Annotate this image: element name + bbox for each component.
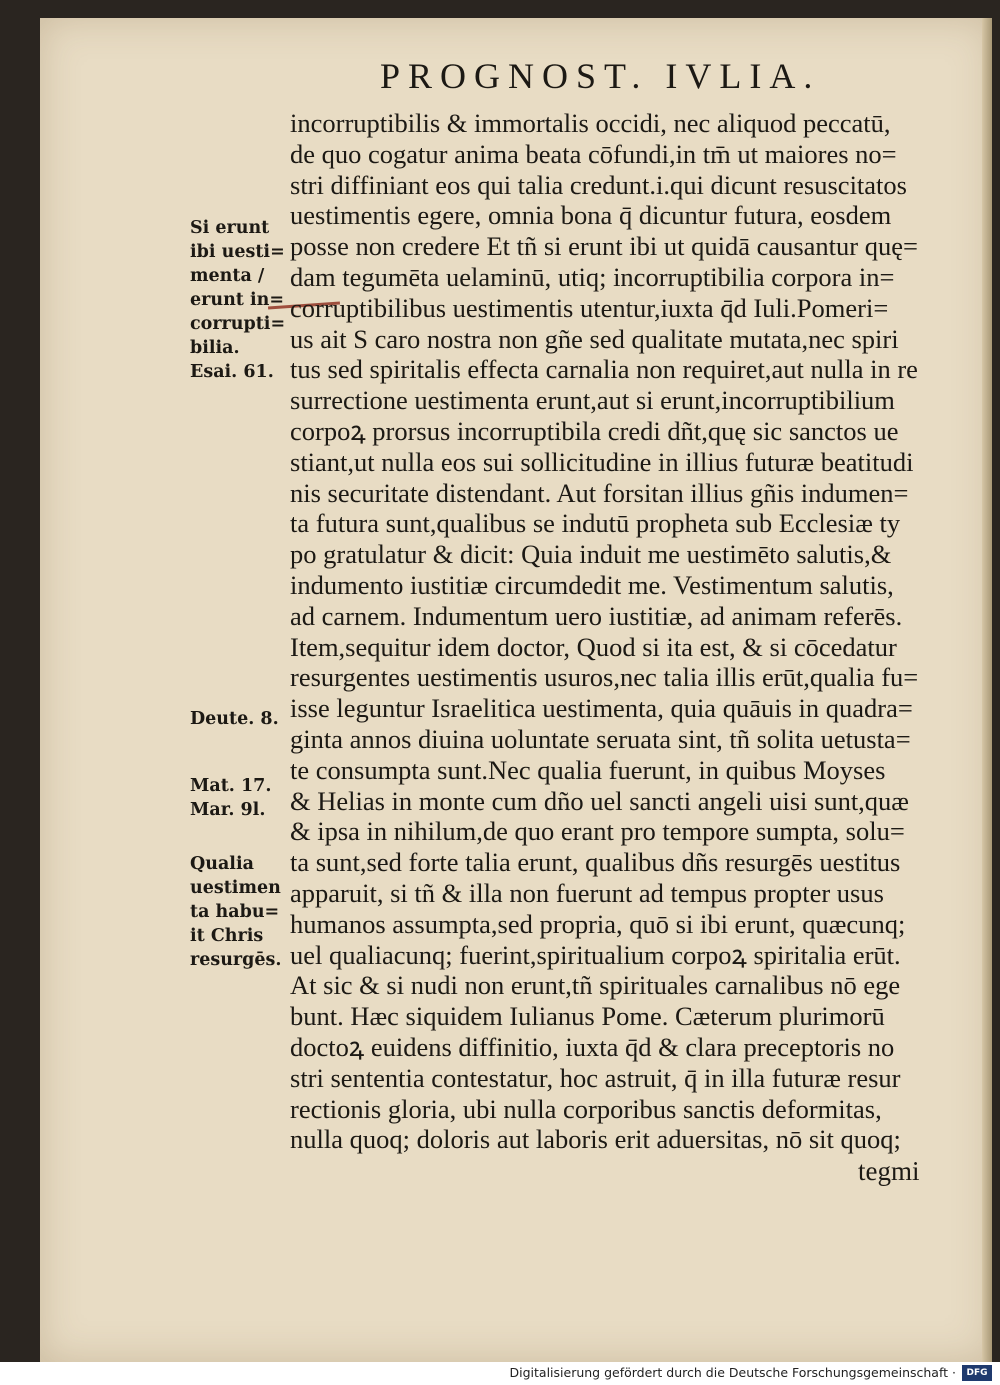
text-line: ta sunt,sed forte talia erunt, qualibus dñs resurgēs uestitus bbox=[290, 847, 901, 878]
text-line: posse non credere Et tñ si erunt ibi ut quidā causantur quę= bbox=[290, 231, 918, 262]
text-line: indumento iustitiæ circumdedit me. Vestimentum salutis, bbox=[290, 569, 894, 600]
text-line: de quo cogatur anima beata cōfundi,in tm̄ ut maiores no= bbox=[290, 138, 897, 169]
text-line: apparuit, si tñ & illa non fuerunt ad tempus propter usus bbox=[290, 877, 884, 908]
marginal-note-line: Qualia bbox=[190, 854, 254, 874]
catchword: tegmi bbox=[858, 1156, 920, 1186]
marginal-note-line: Si erunt bbox=[190, 218, 270, 238]
main-text-block bbox=[290, 108, 930, 1155]
text-line: & ipsa in nihilum,de quo erant pro tempore sumpta, solu= bbox=[290, 816, 905, 847]
text-line: te consumpta sunt.Nec qualia fuerunt, in quibus Moyses bbox=[290, 754, 886, 785]
marginal-note-line: erunt in= bbox=[190, 290, 285, 310]
text-line: dam tegumēta uelaminū, utiq; incorruptibilia corpora in= bbox=[290, 261, 895, 292]
text-line: & Helias in monte cum dño uel sancti angeli uisi sunt,quæ bbox=[290, 785, 909, 816]
marginal-note bbox=[190, 852, 281, 972]
marginal-note-line: resurgēs. bbox=[190, 950, 282, 970]
marginal-note bbox=[190, 774, 271, 822]
marginal-note bbox=[190, 707, 279, 731]
footer-bar bbox=[0, 1362, 1000, 1385]
marginal-note-line: bilia. bbox=[190, 338, 240, 358]
text-line: ad carnem. Indumentum uero iustitiæ, ad animam referēs. bbox=[290, 600, 903, 631]
text-line: ta futura sunt,qualibus se indutū propheta sub Ecclesiæ ty bbox=[290, 508, 901, 539]
text-line: tus sed spiritalis effecta carnalia non requiret,aut nulla in re bbox=[290, 354, 918, 385]
text-line: us ait S caro nostra non gñe sed qualitate mutata,nec spiri bbox=[290, 323, 899, 354]
marginal-note-line: Deute. 8. bbox=[190, 709, 279, 729]
marginal-note bbox=[190, 216, 285, 384]
text-line: uestimentis egere, omnia bona q̄ dicuntur futura, eosdem bbox=[290, 200, 892, 231]
text-line: nis securitate distendant. Aut forsitan illius gñis indumen= bbox=[290, 477, 909, 508]
marginal-note-line: ibi uesti= bbox=[190, 242, 285, 262]
text-line: isse leguntur Israelitica uestimenta, quia quāuis in quadra= bbox=[290, 693, 913, 724]
text-line: doctoꝝ euidens diffinitio, iuxta q̄d & clara preceptoris no bbox=[290, 1031, 895, 1062]
marginal-note-line: Esai. 61. bbox=[190, 362, 274, 382]
text-line: surrectione uestimenta erunt,aut si erunt,incorruptibilium bbox=[290, 385, 895, 416]
marginal-note-line: uestimen bbox=[190, 878, 281, 898]
marginal-note-line: it Chris bbox=[190, 926, 264, 946]
text-line: corpoꝝ prorsus incorruptibila credi dñt,quę sic sanctos ue bbox=[290, 415, 899, 446]
text-line: corruptibilibus uestimentis utentur,iuxta q̄d Iuli.Pomeri= bbox=[290, 292, 889, 323]
text-line: humanos assumpta,sed propria, quō si ibi erunt, quæcunq; bbox=[290, 908, 906, 939]
marginal-note-line: menta / bbox=[190, 266, 265, 286]
running-head: PROGNOST. IVLIA. bbox=[380, 56, 821, 96]
text-line: incorruptibilis & immortalis occidi, nec aliquod peccatū, bbox=[290, 108, 891, 138]
dfg-logo: DFG bbox=[962, 1365, 992, 1381]
marginal-note-line: ta habu= bbox=[190, 902, 280, 922]
text-line: Item,sequitur idem doctor, Quod si ita est, & si cōcedatur bbox=[290, 631, 897, 662]
text-line: At sic & si nudi non erunt,tñ spirituales carnalibus nō ege bbox=[290, 970, 901, 1001]
text-line: resurgentes uestimentis usuros,nec talia illis erūt,qualia fu= bbox=[290, 662, 919, 693]
text-line: rectionis gloria, ubi nulla corporibus sanctis deformitas, bbox=[290, 1093, 882, 1124]
page-edge bbox=[982, 18, 992, 1362]
text-line: ginta annos diuina uoluntate seruata sint, tñ solita uetusta= bbox=[290, 723, 911, 754]
text-line: uel qualiacunq; fuerint,spiritualium corpoꝝ spiritalia erūt. bbox=[290, 939, 901, 970]
text-line: bunt. Hæc siquidem Iulianus Pome. Cæterum plurimorū bbox=[290, 1001, 885, 1032]
funding-notice: Digitalisierung gefördert durch die Deutsche Forschungsgemeinschaft · bbox=[509, 1365, 956, 1380]
text-line: stri sententia contestatur, hoc astruit, q̄ in illa futuræ resur bbox=[290, 1062, 901, 1093]
text-line: po gratulatur & dicit: Quia induit me uestimēto salutis,& bbox=[290, 539, 892, 570]
text-line: stri diffiniant eos qui talia credunt.i.qui dicunt resuscitatos bbox=[290, 169, 907, 200]
marginal-note-line: Mar. 9l. bbox=[190, 800, 266, 820]
text-line: nulla quoq; doloris aut laboris erit aduersitas, nō sit quoq; bbox=[290, 1124, 901, 1155]
marginal-note-line: corrupti= bbox=[190, 314, 286, 334]
marginal-note-line: Mat. 17. bbox=[190, 776, 272, 796]
text-line: stiant,ut nulla eos sui sollicitudine in illius futuræ beatitudi bbox=[290, 446, 914, 477]
